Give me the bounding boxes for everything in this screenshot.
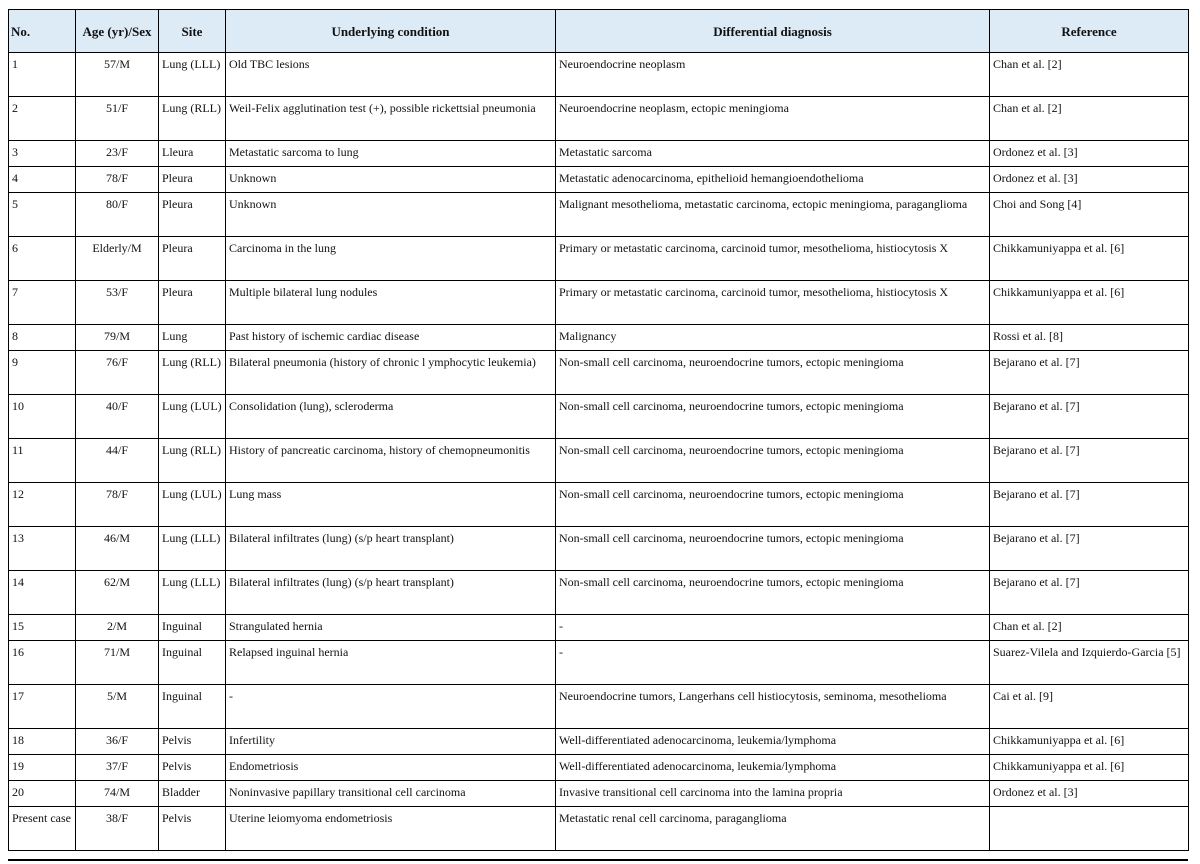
cell-age-sex: 23/F	[76, 141, 159, 167]
cell-site: Inguinal	[159, 641, 226, 685]
header-age-sex: Age (yr)/Sex	[76, 10, 159, 53]
cell-age-sex: 53/F	[76, 281, 159, 325]
cell-site: Inguinal	[159, 685, 226, 729]
cell-underlying-condition: Uterine leiomyoma endometriosis	[226, 807, 556, 851]
cell-differential-diagnosis: Well-differentiated adenocarcinoma, leukemia/lymphoma	[556, 729, 990, 755]
cell-underlying-condition: Noninvasive papillary transitional cell carcinoma	[226, 781, 556, 807]
cell-reference: Chikkamuniyappa et al. [6]	[990, 237, 1189, 281]
cell-differential-diagnosis: Metastatic sarcoma	[556, 141, 990, 167]
cell-site: Lleura	[159, 141, 226, 167]
cell-site: Lung (LLL)	[159, 53, 226, 97]
table-row	[9, 167, 1189, 193]
cell-site: Pleura	[159, 167, 226, 193]
cell-reference: Cai et al. [9]	[990, 685, 1189, 729]
cell-differential-diagnosis: Malignant mesothelioma, metastatic carcinoma, ectopic meningioma, paraganglioma	[556, 193, 990, 237]
cell-differential-diagnosis: Metastatic renal cell carcinoma, paraganglioma	[556, 807, 990, 851]
cell-reference: Bejarano et al. [7]	[990, 527, 1189, 571]
cell-age-sex: 57/M	[76, 53, 159, 97]
cell-no: 19	[9, 755, 76, 781]
cell-site: Lung (LLL)	[159, 527, 226, 571]
table-row	[9, 439, 1189, 483]
cell-age-sex: 80/F	[76, 193, 159, 237]
cell-no: 11	[9, 439, 76, 483]
cell-age-sex: 76/F	[76, 351, 159, 395]
cell-reference: Chan et al. [2]	[990, 97, 1189, 141]
table-row	[9, 483, 1189, 527]
cell-underlying-condition: Multiple bilateral lung nodules	[226, 281, 556, 325]
cell-no: 17	[9, 685, 76, 729]
cell-underlying-condition: Bilateral infiltrates (lung) (s/p heart transplant)	[226, 527, 556, 571]
cell-no: 9	[9, 351, 76, 395]
cell-underlying-condition: -	[226, 685, 556, 729]
header-underlying-condition: Underlying condition	[226, 10, 556, 53]
cell-differential-diagnosis: Well-differentiated adenocarcinoma, leukemia/lymphoma	[556, 755, 990, 781]
cell-underlying-condition: Lung mass	[226, 483, 556, 527]
header-reference: Reference	[990, 10, 1189, 53]
table-body	[9, 53, 1189, 851]
cell-no: Present case	[9, 807, 76, 851]
cell-differential-diagnosis: Non-small cell carcinoma, neuroendocrine tumors, ectopic meningioma	[556, 395, 990, 439]
cell-underlying-condition: Old TBC lesions	[226, 53, 556, 97]
cell-no: 6	[9, 237, 76, 281]
cell-reference: Bejarano et al. [7]	[990, 571, 1189, 615]
cell-differential-diagnosis: Non-small cell carcinoma, neuroendocrine tumors, ectopic meningioma	[556, 571, 990, 615]
cell-age-sex: 46/M	[76, 527, 159, 571]
cell-underlying-condition: Metastatic sarcoma to lung	[226, 141, 556, 167]
cell-no: 1	[9, 53, 76, 97]
cell-underlying-condition: Unknown	[226, 167, 556, 193]
cell-differential-diagnosis: Primary or metastatic carcinoma, carcinoid tumor, mesothelioma, histiocytosis X	[556, 281, 990, 325]
cell-site: Lung (LUL)	[159, 483, 226, 527]
cell-age-sex: 2/M	[76, 615, 159, 641]
cell-age-sex: 79/M	[76, 325, 159, 351]
cell-differential-diagnosis: Neuroendocrine tumors, Langerhans cell histiocytosis, seminoma, mesothelioma	[556, 685, 990, 729]
cell-underlying-condition: Endometriosis	[226, 755, 556, 781]
cell-differential-diagnosis: -	[556, 641, 990, 685]
cell-differential-diagnosis: Non-small cell carcinoma, neuroendocrine tumors, ectopic meningioma	[556, 439, 990, 483]
cell-age-sex: 78/F	[76, 483, 159, 527]
cell-site: Lung (LLL)	[159, 571, 226, 615]
cell-underlying-condition: Strangulated hernia	[226, 615, 556, 641]
table-row	[9, 281, 1189, 325]
table-row	[9, 237, 1189, 281]
cell-reference: Ordonez et al. [3]	[990, 781, 1189, 807]
table-row	[9, 807, 1189, 851]
cell-age-sex: 40/F	[76, 395, 159, 439]
cell-reference: Chan et al. [2]	[990, 53, 1189, 97]
cell-differential-diagnosis: Non-small cell carcinoma, neuroendocrine tumors, ectopic meningioma	[556, 527, 990, 571]
cell-no: 2	[9, 97, 76, 141]
cell-underlying-condition: Weil-Felix agglutination test (+), possible rickettsial pneumonia	[226, 97, 556, 141]
cell-no: 12	[9, 483, 76, 527]
cell-underlying-condition: History of pancreatic carcinoma, history of chemopneumonitis	[226, 439, 556, 483]
cell-site: Lung (RLL)	[159, 97, 226, 141]
cell-differential-diagnosis: Primary or metastatic carcinoma, carcinoid tumor, mesothelioma, histiocytosis X	[556, 237, 990, 281]
table-header-row	[9, 10, 1189, 53]
cell-reference: Chikkamuniyappa et al. [6]	[990, 755, 1189, 781]
cell-no: 4	[9, 167, 76, 193]
table-row	[9, 141, 1189, 167]
table-row	[9, 395, 1189, 439]
cell-underlying-condition: Unknown	[226, 193, 556, 237]
cell-differential-diagnosis: Metastatic adenocarcinoma, epithelioid hemangioendothelioma	[556, 167, 990, 193]
cell-differential-diagnosis: Malignancy	[556, 325, 990, 351]
table-row	[9, 527, 1189, 571]
table-row	[9, 325, 1189, 351]
cell-site: Pelvis	[159, 755, 226, 781]
cell-site: Lung (RLL)	[159, 351, 226, 395]
cell-site: Lung (LUL)	[159, 395, 226, 439]
cell-underlying-condition: Bilateral infiltrates (lung) (s/p heart transplant)	[226, 571, 556, 615]
cell-age-sex: 78/F	[76, 167, 159, 193]
cell-age-sex: 37/F	[76, 755, 159, 781]
cell-differential-diagnosis: -	[556, 615, 990, 641]
cell-underlying-condition: Relapsed inguinal hernia	[226, 641, 556, 685]
header-no: No.	[9, 10, 76, 53]
cell-underlying-condition: Infertility	[226, 729, 556, 755]
cell-age-sex: 71/M	[76, 641, 159, 685]
cell-differential-diagnosis: Non-small cell carcinoma, neuroendocrine tumors, ectopic meningioma	[556, 483, 990, 527]
cell-site: Pleura	[159, 237, 226, 281]
cell-no: 14	[9, 571, 76, 615]
cell-reference: Bejarano et al. [7]	[990, 351, 1189, 395]
cell-differential-diagnosis: Neuroendocrine neoplasm	[556, 53, 990, 97]
header-differential-diagnosis: Differential diagnosis	[556, 10, 990, 53]
table-row	[9, 729, 1189, 755]
table-row	[9, 781, 1189, 807]
cell-age-sex: 5/M	[76, 685, 159, 729]
cell-age-sex: 51/F	[76, 97, 159, 141]
cell-no: 13	[9, 527, 76, 571]
cell-reference: Choi and Song [4]	[990, 193, 1189, 237]
cell-site: Pelvis	[159, 729, 226, 755]
cell-reference: Bejarano et al. [7]	[990, 395, 1189, 439]
cell-no: 16	[9, 641, 76, 685]
cell-underlying-condition: Past history of ischemic cardiac disease	[226, 325, 556, 351]
cell-site: Inguinal	[159, 615, 226, 641]
cell-no: 10	[9, 395, 76, 439]
table-bottom-rule	[8, 859, 1188, 861]
table-row	[9, 193, 1189, 237]
table-row	[9, 97, 1189, 141]
cell-reference	[990, 807, 1189, 851]
table-row	[9, 685, 1189, 729]
cell-age-sex: 74/M	[76, 781, 159, 807]
cell-reference: Chan et al. [2]	[990, 615, 1189, 641]
cell-site: Pleura	[159, 193, 226, 237]
cell-differential-diagnosis: Neuroendocrine neoplasm, ectopic meningioma	[556, 97, 990, 141]
cell-age-sex: 44/F	[76, 439, 159, 483]
cell-age-sex: 38/F	[76, 807, 159, 851]
cell-reference: Ordonez et al. [3]	[990, 141, 1189, 167]
cell-reference: Rossi et al. [8]	[990, 325, 1189, 351]
cell-reference: Bejarano et al. [7]	[990, 483, 1189, 527]
cell-no: 3	[9, 141, 76, 167]
cell-reference: Bejarano et al. [7]	[990, 439, 1189, 483]
cell-underlying-condition: Bilateral pneumonia (history of chronic l ymphocytic leukemia)	[226, 351, 556, 395]
cell-age-sex: 62/M	[76, 571, 159, 615]
cell-no: 7	[9, 281, 76, 325]
cell-age-sex: 36/F	[76, 729, 159, 755]
cell-site: Pleura	[159, 281, 226, 325]
cell-no: 8	[9, 325, 76, 351]
cell-differential-diagnosis: Non-small cell carcinoma, neuroendocrine tumors, ectopic meningioma	[556, 351, 990, 395]
cell-underlying-condition: Carcinoma in the lung	[226, 237, 556, 281]
cell-reference: Suarez-Vilela and Izquierdo-Garcia [5]	[990, 641, 1189, 685]
table-row	[9, 641, 1189, 685]
cell-site: Lung (RLL)	[159, 439, 226, 483]
case-table	[8, 9, 1189, 851]
cell-no: 15	[9, 615, 76, 641]
cell-no: 20	[9, 781, 76, 807]
cell-reference: Chikkamuniyappa et al. [6]	[990, 281, 1189, 325]
cell-reference: Chikkamuniyappa et al. [6]	[990, 729, 1189, 755]
cell-no: 5	[9, 193, 76, 237]
cell-site: Bladder	[159, 781, 226, 807]
table-row	[9, 571, 1189, 615]
cell-no: 18	[9, 729, 76, 755]
cell-underlying-condition: Consolidation (lung), scleroderma	[226, 395, 556, 439]
table-row	[9, 755, 1189, 781]
cell-age-sex: Elderly/M	[76, 237, 159, 281]
header-site: Site	[159, 10, 226, 53]
cell-reference: Ordonez et al. [3]	[990, 167, 1189, 193]
cell-site: Pelvis	[159, 807, 226, 851]
cell-differential-diagnosis: Invasive transitional cell carcinoma into the lamina propria	[556, 781, 990, 807]
table-row	[9, 615, 1189, 641]
cell-site: Lung	[159, 325, 226, 351]
table-row	[9, 351, 1189, 395]
table-row	[9, 53, 1189, 97]
